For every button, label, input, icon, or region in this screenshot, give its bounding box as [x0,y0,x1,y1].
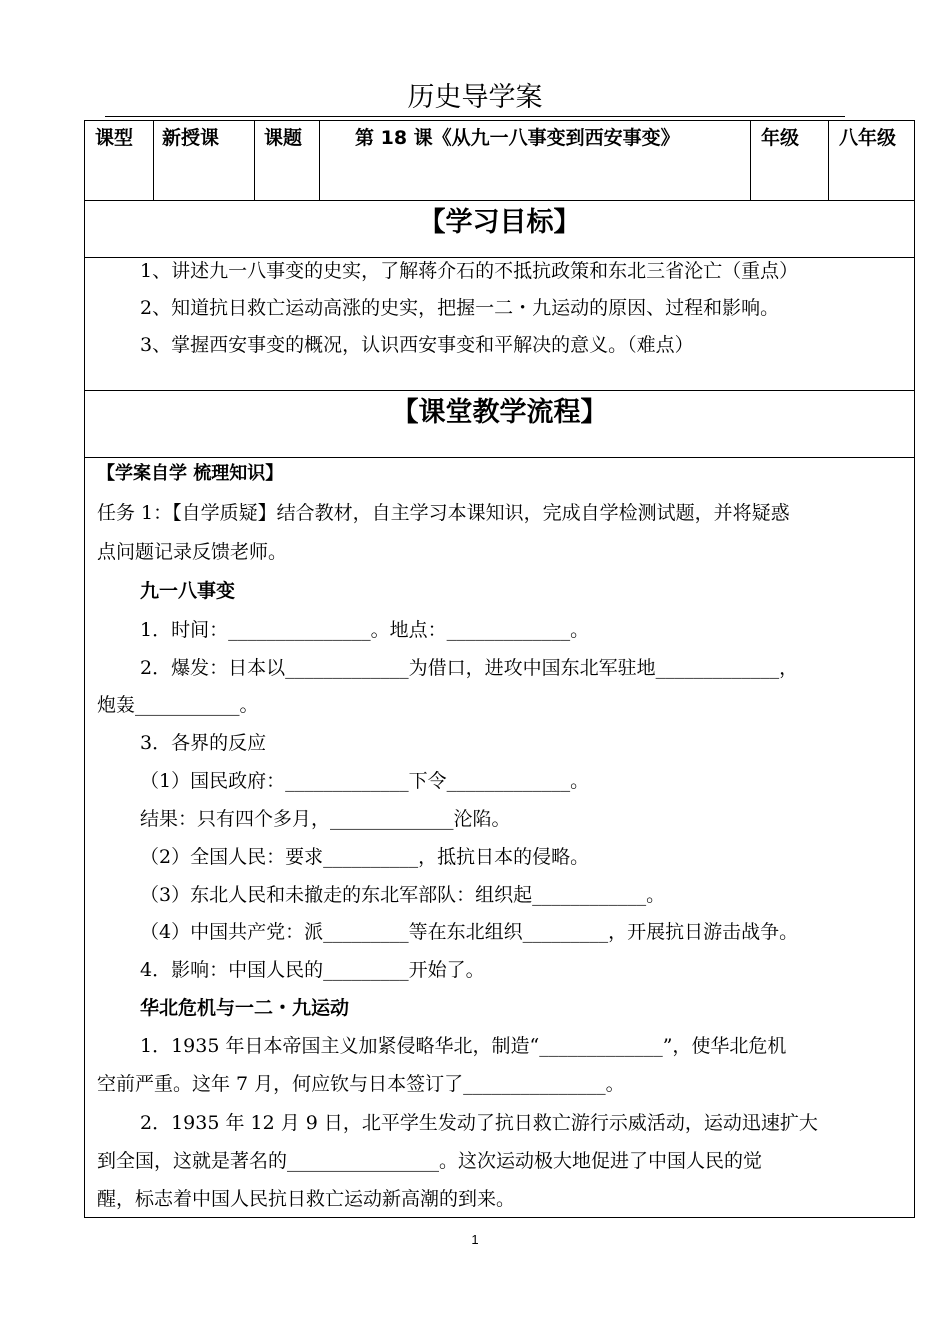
question-text: 2．1935 年 12 月 9 日，北平学生发动了抗日救亡游行示威活动，运动迅速扩大 [140,1112,818,1134]
flow-heading: 【课堂教学流程】 [85,391,914,458]
question-text: （3）东北人民和未撤走的东北军部队：组织起____________。 [140,884,666,906]
type-label: 课型 [85,121,154,201]
task-text: 任务 1：【自学质疑】结合教材，自主学习本课知识，完成自学检测试题，并将疑惑 [97,502,790,524]
header-row [85,121,914,201]
question-text: 到全国，这就是著名的________________。这次运动极大地促进了中国人民的觉 [97,1150,763,1172]
goals-heading: 【学习目标】 [85,201,914,258]
question-text: 空前严重。这年 7 月，何应钦与日本签订了_______________。 [97,1073,625,1095]
topic-label: 课题 [255,121,320,201]
type-value: 新授课 [154,121,255,201]
content-area [85,458,914,1218]
grade-value: 八年级 [839,127,897,149]
goal-item: 2、知道抗日救亡运动高涨的史实，把握一二・九运动的原因、过程和影响。 [140,297,780,319]
goal-item: 1、讲述九一八事变的史实，了解蒋介石的不抵抗政策和东北三省沦亡（重点） [140,260,799,282]
question-text: 炮轰___________。 [97,694,259,716]
question-text: （4）中国共产党：派_________等在东北组织_________，开展抗日游击战争。 [140,921,799,943]
question-text: 1．时间：_______________。地点：_____________。 [140,619,590,641]
goals-list [85,258,914,391]
question-text: （1）国民政府：_____________下令_____________。 [140,770,590,792]
page-number: 1 [471,1232,479,1247]
question-text: 3．各界的反应 [140,732,267,754]
goal-item: 3、掌握西安事变的概况，认识西安事变和平解决的意义。（难点） [140,334,694,356]
grade-label: 年级 [751,121,829,201]
question-text: （2）全国人民：要求__________，抵抗日本的侵略。 [140,846,590,868]
task-text: 点问题记录反馈老师。 [97,541,288,563]
document-title: 历史导学案 [105,80,845,117]
question-text: 4．影响：中国人民的_________开始了。 [140,959,485,981]
part-title: 华北危机与一二・九运动 [140,997,350,1019]
section-heading: 【学案自学 梳理知识】 [97,463,284,484]
worksheet-table [84,120,915,1218]
question-text: 醒，标志着中国人民抗日救亡运动新高潮的到来。 [97,1188,516,1210]
topic-value: 第 18 课《从九一八事变到西安事变》 [320,121,751,201]
question-text: 2．爆发：日本以_____________为借口，进攻中国东北军驻地_____________， [140,657,799,679]
question-text: 结果：只有四个多月，_____________沦陷。 [140,808,511,830]
part-title: 九一八事变 [140,580,236,602]
question-text: 1．1935 年日本帝国主义加紧侵略华北，制造“_____________”，使华北危机 [140,1035,787,1057]
